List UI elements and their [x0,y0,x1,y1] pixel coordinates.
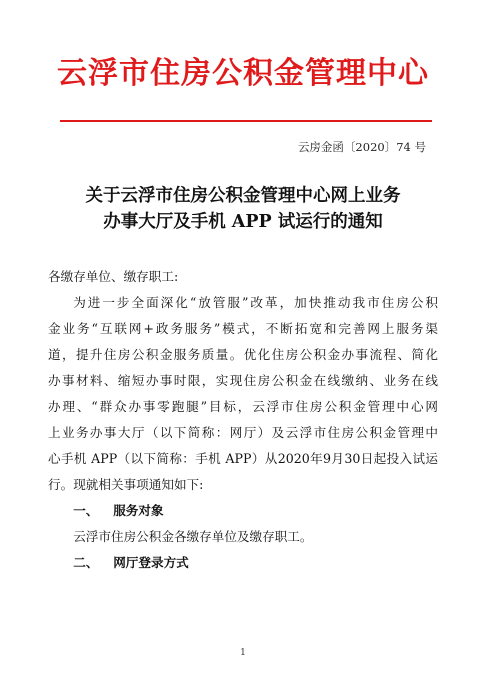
document-body [48,264,438,576]
org-header-title: 云浮市住房公积金管理中心 [57,56,429,91]
title-line-1: 关于云浮市住房公积金管理中心网上业务 [85,186,401,206]
paragraph-line: 心手机 APP（以下简称：手机 APP）从2020年9月30日起投入试运 [48,451,438,466]
section-heading-text: 网厅登录方式 [113,555,189,570]
section-number: 二、 [73,555,99,570]
page-number: 1 [240,648,246,658]
section-number: 一、 [73,503,99,518]
salutation: 各缴存单位、缴存职工: [48,269,179,284]
paragraph-line: 上业务办事大厅（以下简称：网厅）及云浮市住房公积金管理中 [48,425,438,440]
paragraph-line: 为进一步全面深化“放管服”改革，加快推动我市住房公积 [73,295,438,310]
section-heading-1 [48,498,438,524]
paragraph-line: 办事材料、缩短办事时限，实现住房公积金在线缴纳、业务在线 [48,373,438,388]
document-number: 云房金函〔2020〕74 号 [297,140,426,154]
document-title [0,183,486,235]
header-red-rule [60,120,432,122]
section-heading-2 [48,550,438,576]
section-heading-text: 服务对象 [113,503,164,518]
paragraph-line: 道，提升住房公积金服务质量。优化住房公积金办事流程、简化 [48,347,438,362]
intro-paragraph [48,290,438,498]
title-line-2: 办事大厅及手机 APP 试运行的通知 [103,212,383,232]
paragraph-line: 行。现就相关事项通知如下: [48,477,204,492]
paragraph-line: 办理、“群众办事零跑腿”目标，云浮市住房公积金管理中心网 [48,399,438,414]
section-body-1: 云浮市住房公积金各缴存单位及缴存职工。 [73,529,313,544]
paragraph-line: 金业务“互联网+政务服务”模式，不断拓宽和完善网上服务渠 [48,321,438,336]
